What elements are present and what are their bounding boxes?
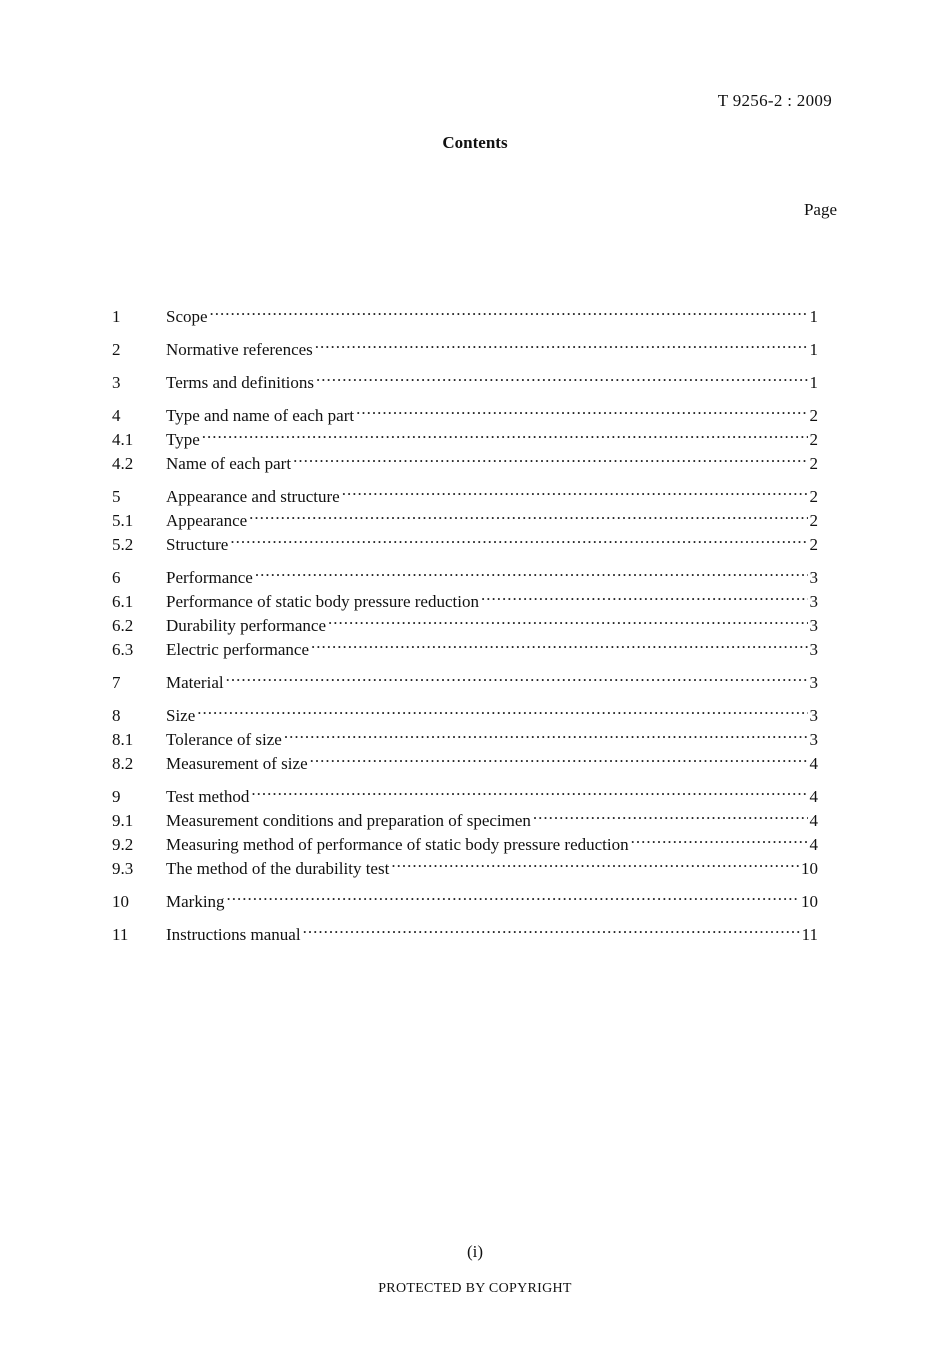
toc-dot-leader xyxy=(391,850,799,874)
toc-entry[interactable] xyxy=(112,478,818,506)
toc-entry-label: Structure xyxy=(166,535,229,554)
document-id: T 9256-2 : 2009 xyxy=(717,91,832,110)
toc-entry-number: 6 xyxy=(112,568,121,587)
toc-dot-leader xyxy=(356,397,807,421)
copyright-notice: PROTECTED BY COPYRIGHT xyxy=(378,1281,572,1296)
toc-entry[interactable] xyxy=(112,445,818,473)
toc-entry-label: Measurement conditions and preparation of specimen xyxy=(166,811,531,830)
toc-entry-page: 3 xyxy=(809,730,818,749)
toc-entry[interactable] xyxy=(112,397,818,425)
toc-entry-page: 1 xyxy=(809,307,818,326)
toc-entry-number: 9 xyxy=(112,787,121,806)
toc-dot-leader xyxy=(315,331,808,355)
toc-entry-page: 3 xyxy=(809,673,818,692)
toc-entry-number: 7 xyxy=(112,673,121,692)
toc-entry-number: 11 xyxy=(112,925,129,944)
toc-entry-page: 11 xyxy=(801,925,818,944)
toc-dot-leader xyxy=(226,664,808,688)
toc-entry-number: 1 xyxy=(112,307,121,326)
toc-dot-leader xyxy=(533,802,808,826)
toc-group xyxy=(112,778,818,878)
table-of-contents xyxy=(112,298,818,949)
toc-entry-label: Measurement of size xyxy=(166,754,308,773)
toc-dot-leader xyxy=(227,883,799,907)
toc-entry-page: 2 xyxy=(809,406,818,425)
toc-dot-leader xyxy=(342,478,808,502)
toc-entry-page: 4 xyxy=(809,811,818,830)
toc-entry-label: Durability performance xyxy=(166,616,327,635)
toc-group xyxy=(112,478,818,554)
toc-dot-leader xyxy=(249,502,807,526)
toc-entry-label: Normative references xyxy=(166,340,313,359)
toc-entry-label: Size xyxy=(166,706,196,725)
footer-page-number: (i) xyxy=(466,1242,484,1261)
toc-dot-leader xyxy=(303,916,800,940)
toc-entry-page: 3 xyxy=(809,616,818,635)
toc-entry-label: Appearance xyxy=(166,511,248,530)
toc-group xyxy=(112,298,818,326)
toc-entry-label: Scope xyxy=(166,307,208,326)
toc-entry-label: Type xyxy=(166,430,200,449)
toc-entry-page: 1 xyxy=(809,340,818,359)
toc-group xyxy=(112,364,818,392)
toc-dot-leader xyxy=(202,421,808,445)
toc-entry-number: 6.1 xyxy=(112,592,134,611)
toc-entry-label: Appearance and structure xyxy=(166,487,340,506)
toc-entry-label: Type and name of each part xyxy=(166,406,355,425)
toc-entry-page: 1 xyxy=(809,373,818,392)
toc-entry-page: 4 xyxy=(809,754,818,773)
toc-entry-label: Performance of static body pressure reduction xyxy=(166,592,479,611)
toc-group xyxy=(112,559,818,659)
toc-entry-number: 4 xyxy=(112,406,121,425)
toc-dot-leader xyxy=(255,559,808,583)
toc-entry[interactable] xyxy=(112,697,818,725)
toc-entry-number: 6.3 xyxy=(112,640,134,659)
toc-entry-label: Marking xyxy=(166,892,225,911)
toc-entry-label: Instructions manual xyxy=(166,925,301,944)
toc-dot-leader xyxy=(251,778,807,802)
toc-entry[interactable] xyxy=(112,883,818,911)
toc-entry-number: 6.2 xyxy=(112,616,134,635)
toc-entry-page: 2 xyxy=(809,430,818,449)
toc-dot-leader xyxy=(210,298,808,322)
toc-entry-number: 3 xyxy=(112,373,121,392)
toc-entry-number: 9.3 xyxy=(112,859,134,878)
toc-dot-leader xyxy=(197,697,807,721)
toc-group xyxy=(112,331,818,359)
toc-dot-leader xyxy=(230,526,807,550)
toc-group xyxy=(112,664,818,692)
toc-group xyxy=(112,397,818,473)
toc-entry-number: 5.1 xyxy=(112,511,134,530)
toc-entry-label: Test method xyxy=(166,787,250,806)
toc-entry-page: 10 xyxy=(801,859,818,878)
toc-dot-leader xyxy=(310,745,808,769)
page-column-heading: Page xyxy=(803,200,837,219)
toc-dot-leader xyxy=(311,631,808,655)
toc-entry-number: 2 xyxy=(112,340,121,359)
toc-entry-page: 3 xyxy=(809,640,818,659)
toc-entry-page: 4 xyxy=(809,835,818,854)
toc-entry-page: 2 xyxy=(809,454,818,473)
toc-entry[interactable] xyxy=(112,664,818,692)
toc-entry-page: 4 xyxy=(809,787,818,806)
toc-entry[interactable] xyxy=(112,298,818,326)
toc-entry[interactable] xyxy=(112,721,818,749)
toc-entry-page: 3 xyxy=(809,568,818,587)
toc-entry[interactable] xyxy=(112,778,818,806)
toc-entry-number: 9.1 xyxy=(112,811,134,830)
toc-entry-number: 4.2 xyxy=(112,454,134,473)
toc-entry-label: Measuring method of performance of static body pressure reduction xyxy=(166,835,629,854)
toc-group xyxy=(112,916,818,944)
toc-entry-number: 8.2 xyxy=(112,754,134,773)
toc-entry-number: 5 xyxy=(112,487,121,506)
toc-entry[interactable] xyxy=(112,331,818,359)
toc-entry-page: 2 xyxy=(809,511,818,530)
toc-entry-label: Terms and definitions xyxy=(166,373,315,392)
toc-dot-leader xyxy=(293,445,807,469)
toc-dot-leader xyxy=(631,826,808,850)
toc-dot-leader xyxy=(481,583,808,607)
toc-entry-number: 8.1 xyxy=(112,730,134,749)
toc-entry-page: 10 xyxy=(801,892,818,911)
toc-entry[interactable] xyxy=(112,916,818,944)
toc-dot-leader xyxy=(328,607,807,631)
toc-entry-page: 2 xyxy=(809,535,818,554)
toc-group xyxy=(112,883,818,911)
toc-entry[interactable] xyxy=(112,421,818,449)
toc-entry-number: 9.2 xyxy=(112,835,134,854)
toc-entry-number: 8 xyxy=(112,706,121,725)
toc-entry-label: The method of the durability test xyxy=(166,859,390,878)
toc-dot-leader xyxy=(284,721,808,745)
toc-entry-page: 3 xyxy=(809,592,818,611)
toc-entry-page: 2 xyxy=(809,487,818,506)
toc-entry[interactable] xyxy=(112,559,818,587)
toc-group xyxy=(112,697,818,773)
toc-entry-label: Electric performance xyxy=(166,640,309,659)
toc-entry-number: 10 xyxy=(112,892,129,911)
toc-entry-number: 4.1 xyxy=(112,430,134,449)
page-title: Contents xyxy=(442,133,508,152)
toc-entry-label: Performance xyxy=(166,568,253,587)
toc-entry-label: Material xyxy=(166,673,224,692)
toc-entry-label: Name of each part xyxy=(166,454,292,473)
toc-entry[interactable] xyxy=(112,364,818,392)
toc-dot-leader xyxy=(316,364,807,388)
toc-entry-page: 3 xyxy=(809,706,818,725)
toc-entry-label: Tolerance of size xyxy=(166,730,282,749)
toc-entry-number: 5.2 xyxy=(112,535,134,554)
